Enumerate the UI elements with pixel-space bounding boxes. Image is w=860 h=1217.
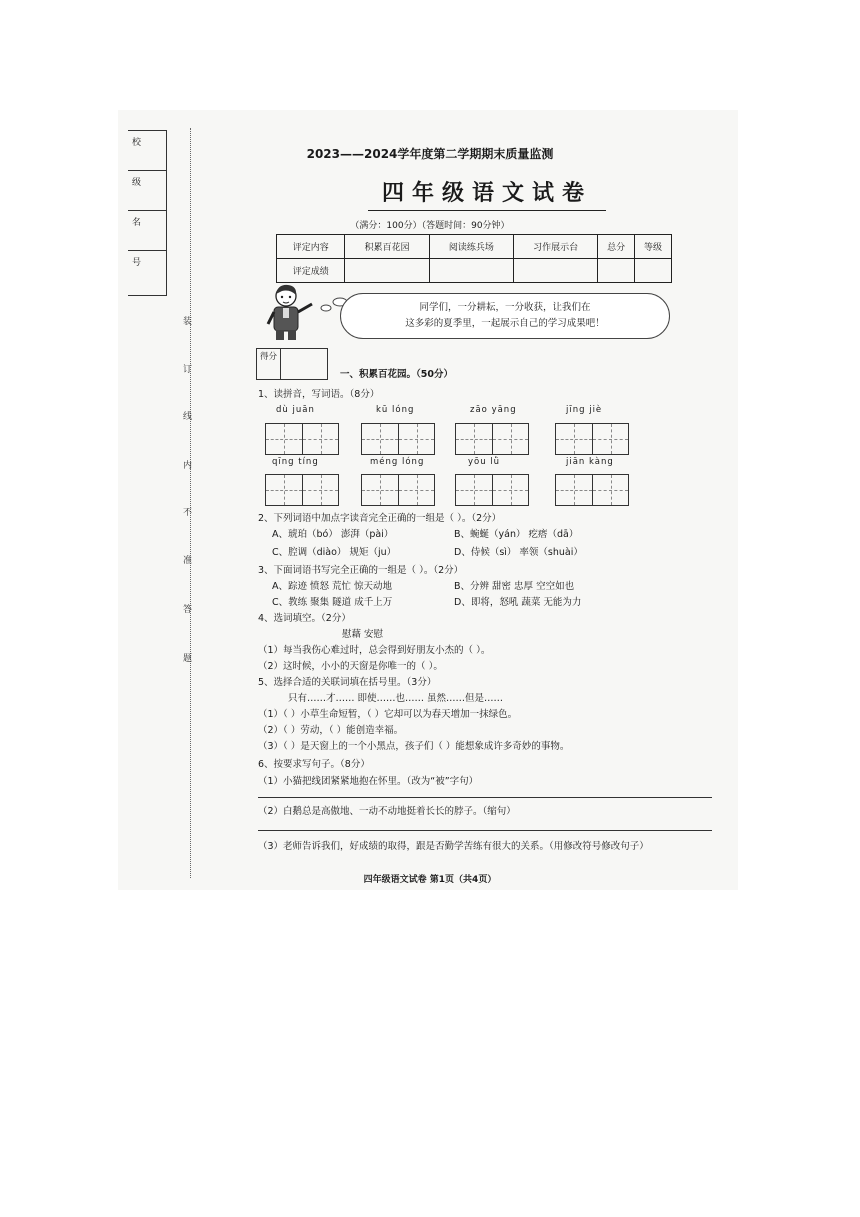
score-cell[interactable]	[598, 259, 635, 283]
question-5-title: 5、选择合适的关联词填在括号里。（3分）	[258, 677, 437, 688]
number-field: 号	[132, 258, 142, 268]
score-label: 得分	[257, 349, 281, 379]
section-score-box[interactable]	[256, 348, 328, 380]
fill-sentence: （2）这时候，小小的天窗是你唯一的（ ）。	[258, 661, 443, 672]
option-b: B、蜿蜒（yán） 疙瘩（dā）	[454, 529, 579, 540]
writing-grid[interactable]	[555, 423, 629, 455]
score-table-header: 阅读练兵场	[429, 235, 513, 259]
answer-line[interactable]	[258, 797, 712, 798]
pinyin: qīng tíng	[272, 457, 319, 467]
binding-char: 内	[183, 461, 193, 471]
score-table-header: 习作展示台	[513, 235, 597, 259]
writing-grid[interactable]	[361, 474, 435, 506]
option-b: B、分辨 甜密 忠厚 空空如也	[454, 581, 575, 592]
writing-grid[interactable]	[265, 423, 339, 455]
binding-char: 订	[183, 365, 193, 375]
school-field: 校	[128, 131, 166, 171]
score-table-header: 等级	[635, 235, 672, 259]
exam-subtitle: （满分：100分）（答题时间：90分钟）	[350, 221, 510, 231]
fill-sentence: （1）（ ）小草生命短暂，（ ）它却可以为春天增加一抹绿色。	[258, 709, 518, 720]
writing-grid[interactable]	[455, 474, 529, 506]
binding-char: 题	[183, 654, 193, 664]
pinyin: zāo yāng	[470, 405, 517, 415]
pinyin: jīng jiè	[566, 405, 603, 415]
greeting-cloud	[340, 293, 670, 339]
pinyin: yōu lǜ	[468, 457, 501, 467]
name-field: 名	[128, 211, 166, 251]
score-table	[276, 234, 672, 283]
binding-char: 线	[183, 412, 193, 422]
section-title: 一、积累百花园。（50分）	[340, 369, 453, 380]
rewrite-task: （2）白鹅总是高傲地、一动不动地挺着长长的脖子。（缩句）	[258, 806, 516, 817]
binding-char: 准	[183, 556, 193, 566]
question-4-title: 4、选词填空。（2分）	[258, 613, 351, 624]
rewrite-task: （3）老师告诉我们，好成绩的取得，跟是否勤学苦练有很大的关系。（用修改符号修改句子）	[258, 841, 649, 852]
question-3-title: 3、下面词语书写完全正确的一组是（ ）。（2分）	[258, 565, 464, 576]
binding-line	[190, 128, 191, 878]
pinyin: dù juān	[276, 405, 315, 415]
boy-illustration	[262, 282, 324, 342]
class-field: 级	[128, 171, 166, 211]
writing-grid[interactable]	[555, 474, 629, 506]
writing-grid[interactable]	[361, 423, 435, 455]
answer-line[interactable]	[258, 830, 712, 831]
score-cell[interactable]	[429, 259, 513, 283]
score-table-header: 评定内容	[277, 235, 345, 259]
binding-char: 答	[183, 605, 193, 615]
word-choices: 慰藉 安慰	[342, 629, 384, 640]
writing-grid[interactable]	[265, 474, 339, 506]
fill-sentence: （1）每当我伤心难过时，总会得到好朋友小杰的（ ）。	[258, 645, 491, 656]
fill-sentence: （3）（ ）是天窗上的一个小黑点，孩子们（ ）能想象成许多奇妙的事物。	[258, 741, 570, 752]
binding-char: 装	[183, 317, 193, 327]
greeting-line: 同学们，一分耕耘，一分收获，让我们在	[419, 302, 591, 313]
greeting-line: 这多彩的夏季里，一起展示自己的学习成果吧！	[405, 318, 605, 329]
question-1-title: 1、读拼音，写词语。（8分）	[258, 389, 380, 400]
score-cell[interactable]	[345, 259, 429, 283]
pinyin: méng lóng	[370, 457, 425, 467]
exam-main-title: 四年级语文试卷	[368, 176, 606, 211]
score-table-header: 总分	[598, 235, 635, 259]
fill-sentence: （2）（ ）劳动，（ ）能创造幸福。	[258, 725, 404, 736]
score-cell[interactable]	[635, 259, 672, 283]
option-d: D、即将，怒吼 蔬菜 无能为力	[454, 597, 582, 608]
pinyin: jiān kàng	[566, 457, 614, 467]
question-6-title: 6、按要求写句子。（8分）	[258, 759, 370, 770]
exam-period-title: 2023——2024学年度第二学期期末质量监测	[306, 147, 554, 161]
pinyin: kū lóng	[376, 405, 415, 415]
score-table-header: 积累百花园	[345, 235, 429, 259]
score-cell[interactable]	[513, 259, 597, 283]
option-c: C、腔调（diào） 规矩（ju）	[272, 547, 397, 558]
writing-grid[interactable]	[455, 423, 529, 455]
score-table-row-label: 评定成绩	[277, 259, 345, 283]
binding-char: 不	[183, 508, 193, 518]
option-a: A、踪迹 愤怒 荒忙 惊天动地	[272, 581, 393, 592]
option-d: D、侍候（sì） 率领（shuài）	[454, 547, 583, 558]
option-a: A、琥珀（bó） 澎湃（pài）	[272, 529, 394, 540]
option-c: C、教练 聚集 隧道 成千上万	[272, 597, 393, 608]
question-2-title: 2、下列词语中加点字读音完全正确的一组是（ ）。（2分）	[258, 513, 502, 524]
conjunction-options: 只有……才…… 即使……也…… 虽然……但是……	[288, 693, 504, 704]
rewrite-task: （1）小猫把线团紧紧地抱在怀里。（改为“被”字句）	[258, 776, 479, 787]
page-footer: 四年级语文试卷 第1页（共4页）	[363, 875, 497, 885]
